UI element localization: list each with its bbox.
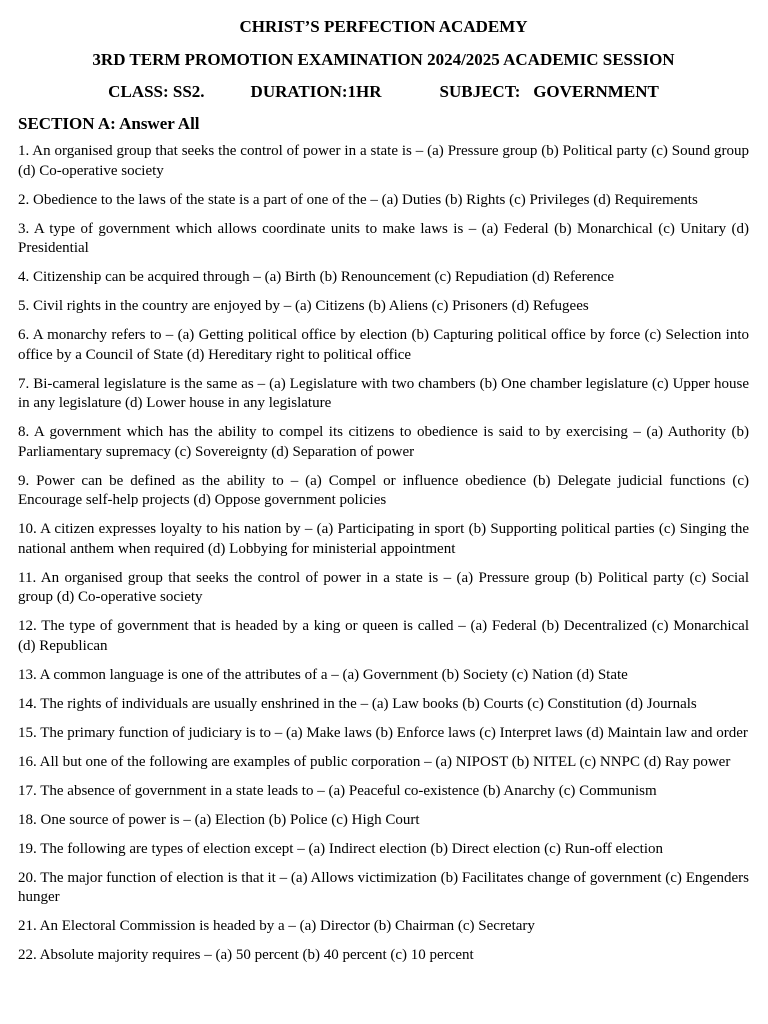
class-label: CLASS: SS2. (108, 82, 205, 101)
exam-title: 3RD TERM PROMOTION EXAMINATION 2024/2025 ACADEMIC SESSION (92, 50, 675, 69)
question-5: 5. Civil rights in the country are enjoyed by – (a) Citizens (b) Aliens (c) Prisoners (d) Refugees (18, 298, 589, 314)
question-1: 1. An organised group that seeks the control of power in a state is – (a) Pressure group (b) Political party (c) Sound group (d) Co-operative society (18, 143, 749, 179)
question-4: 4. Citizenship can be acquired through – (a) Birth (b) Renouncement (c) Repudiation (d) Reference (18, 269, 615, 285)
question-list (18, 142, 749, 966)
question-16: 16. All but one of the following are examples of public corporation – (a) NIPOST (b) NITEL (c) NNPC (d) Ray power (18, 753, 731, 770)
exam-details (18, 81, 749, 103)
question-10: 10. A citizen expresses loyalty to his nation by – (a) Participating in sport (b) Supporting political parties (c) Singing the national anthem when required (d) Lobbying for ministerial appointment (18, 521, 749, 557)
question-2: 2. Obedience to the laws of the state is a part of one of the – (a) Duties (b) Rights (c) Privileges (d) Requirements (18, 191, 698, 208)
question-18: 18. One source of power is – (a) Election (b) Police (c) High Court (18, 811, 420, 828)
section-title: SECTION A: Answer All (18, 114, 200, 133)
school-name: CHRIST’S PERFECTION ACADEMY (239, 17, 528, 36)
question-13: 13. A common language is one of the attributes of a – (a) Government (b) Society (c) Nation (d) State (18, 666, 628, 683)
question-21: 21. An Electoral Commission is headed by a – (a) Director (b) Chairman (c) Secretary (18, 918, 535, 934)
question-19: 19. The following are types of election except – (a) Indirect election (b) Direct election (c) Run-off election (18, 840, 664, 857)
duration-label: DURATION:1HR (250, 82, 382, 101)
subject-label: SUBJECT: GOVERNMENT (439, 82, 659, 101)
question-9: 9. Power can be defined as the ability to – (a) Compel or influence obedience (b) Delegate judicial functions (c) Encourage self-help projects (d) Oppose government policies (18, 472, 749, 508)
question-8: 8. A government which has the ability to compel its citizens to obedience is said to by exercising – (a) Authority (b) Parliamentary supremacy (c) Sovereignty (d) Separation of power (18, 424, 749, 460)
question-20: 20. The major function of election is that it – (a) Allows victimization (b) Facilitates change of government (c) Engenders hunger (18, 869, 749, 905)
question-22: 22. Absolute majority requires – (a) 50 percent (b) 40 percent (c) 10 percent (18, 947, 474, 963)
question-17: 17. The absence of government in a state leads to – (a) Peaceful co-existence (b) Anarchy (c) Communism (18, 782, 657, 799)
question-6: 6. A monarchy refers to – (a) Getting political office by election (b) Capturing political office by force (c) Selection into office by a Council of State (d) Hereditary right to political office (18, 327, 749, 363)
question-14: 14. The rights of individuals are usually enshrined in the – (a) Law books (b) Courts (c) Constitution (d) Journals (18, 695, 697, 712)
question-12: 12. The type of government that is headed by a king or queen is called – (a) Federal (b) Decentralized (c) Monarchical (d) Republican (18, 618, 749, 654)
question-7: 7. Bi-cameral legislature is the same as – (a) Legislature with two chambers (b) One chamber legislature (c) Upper house in any legislature (d) Lower house in any legislature (18, 375, 749, 411)
question-11: 11. An organised group that seeks the control of power in a state is – (a) Pressure group (b) Political party (c) Social group (d) Co-operative society (18, 569, 749, 605)
question-3: 3. A type of government which allows coordinate units to make laws is – (a) Federal (b) Monarchical (c) Unitary (d) Presidential (18, 220, 749, 256)
question-15: 15. The primary function of judiciary is to – (a) Make laws (b) Enforce laws (c) Interpret laws (d) Maintain law and order (18, 724, 748, 741)
